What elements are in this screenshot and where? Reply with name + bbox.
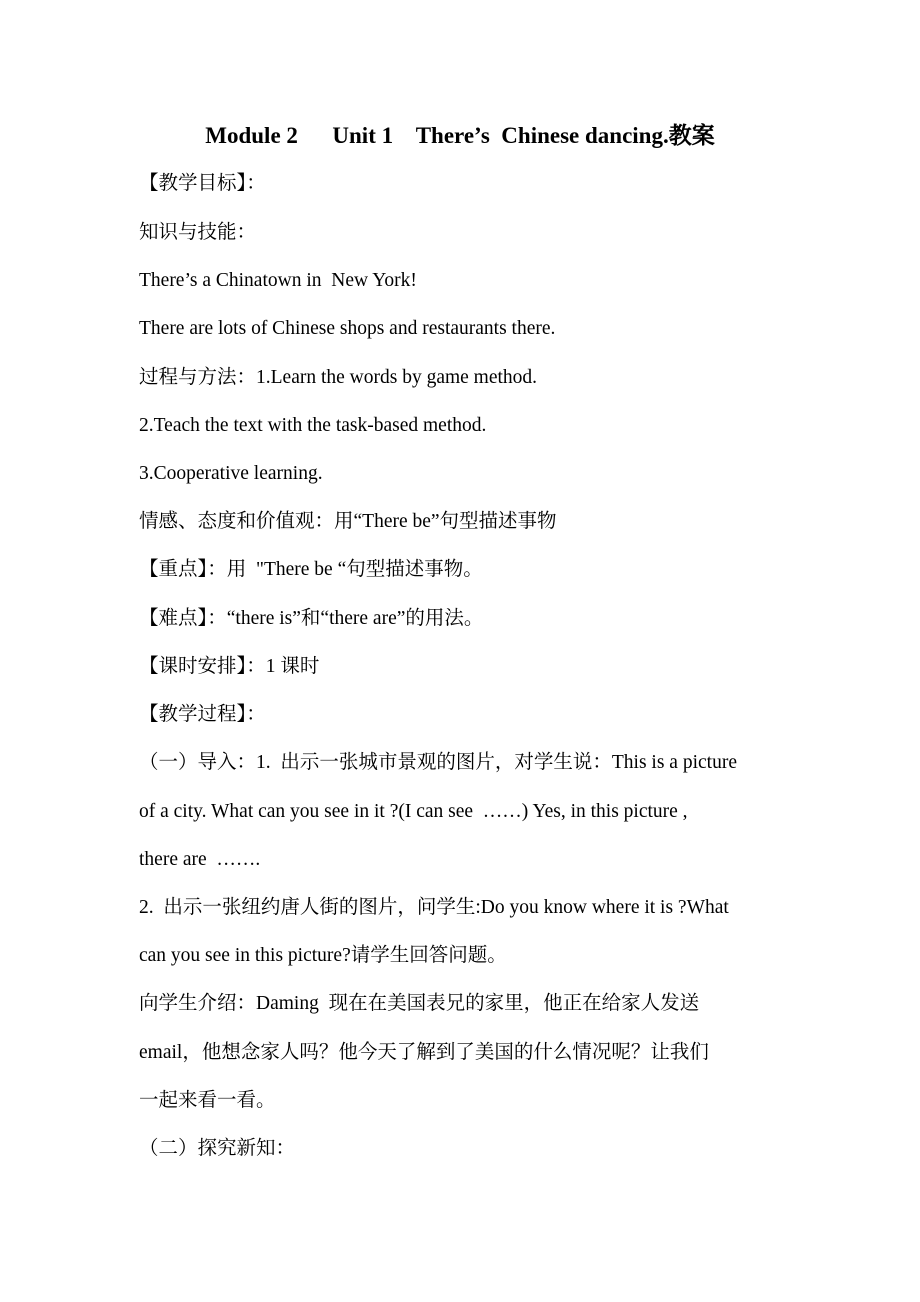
text-line: can you see in this picture?请学生回答问题。	[139, 945, 507, 966]
text-line: there are …….	[139, 849, 261, 870]
text-line: （一）导入：1. 出示一张城市景观的图片，对学生说：This is a picture	[139, 752, 737, 773]
heading-key-points: 【重点】：用 "There be “句型描述事物。	[139, 559, 483, 580]
text-line: There’s a Chinatown in New York!	[139, 270, 417, 291]
text-line: 2.Teach the text with the task-based method.	[139, 415, 487, 436]
text-line: 3.Cooperative learning.	[139, 463, 323, 484]
text-line: 向学生介绍：Daming 现在在美国表兄的家里，他正在给家人发送	[139, 993, 700, 1014]
text-line: email，他想念家人吗？他今天了解到了美国的什么情况呢？让我们	[139, 1042, 709, 1063]
heading-teaching-process: 【教学过程】：	[139, 704, 266, 725]
heading-schedule: 【课时安排】：1 课时	[139, 656, 320, 677]
text-line: 2. 出示一张纽约唐人街的图片，问学生:Do you know where it is ?What	[139, 897, 729, 918]
subheading-new-knowledge: （二）探究新知：	[139, 1138, 296, 1159]
document-title: Module 2 Unit 1 There’s Chinese dancing.教案	[205, 123, 715, 148]
text-line: of a city. What can you see in it ?(I can see ……) Yes, in this picture ,	[139, 801, 688, 822]
text-line: There are lots of Chinese shops and restaurants there.	[139, 318, 556, 339]
text-line: 一起来看一看。	[139, 1090, 276, 1111]
heading-objectives: 【教学目标】：	[139, 173, 266, 194]
heading-difficulties: 【难点】：“there is”和“there are”的用法。	[139, 608, 484, 629]
subheading-emotion-values: 情感、态度和价值观：用“There be”句型描述事物	[139, 511, 557, 532]
subheading-process-method: 过程与方法：1.Learn the words by game method.	[139, 367, 538, 388]
subheading-knowledge-skills: 知识与技能：	[139, 222, 257, 243]
